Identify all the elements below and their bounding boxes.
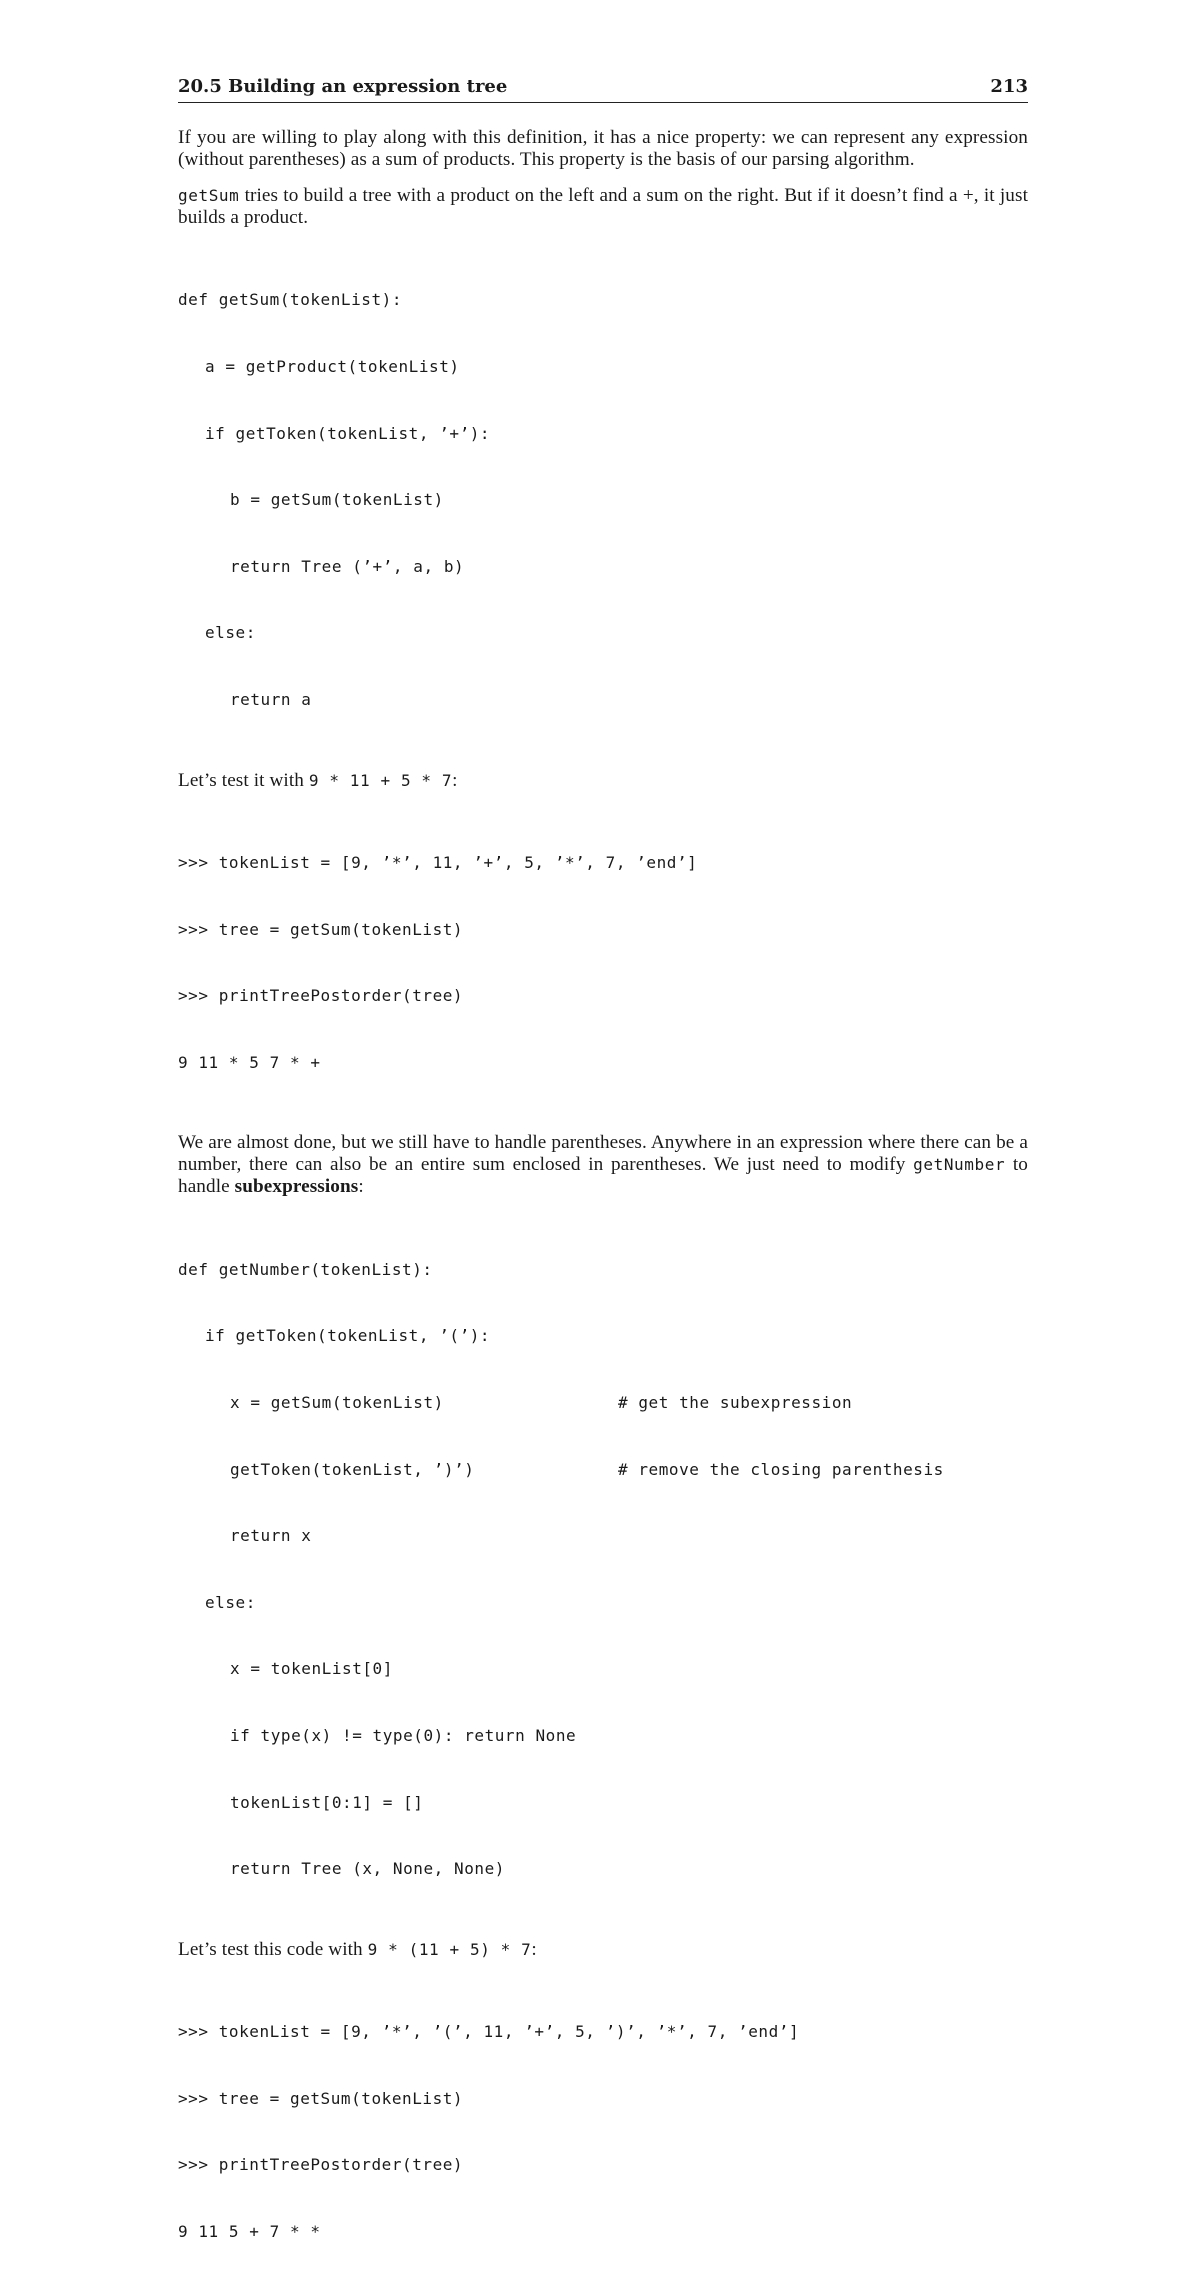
code-line-with-comment — [178, 1459, 1028, 1481]
code-line: tokenList[0:1] = [] — [230, 1792, 424, 1812]
test2-expression: 9 * (11 + 5) * 7 — [367, 1939, 532, 1959]
session-line: >>> tree = getSum(tokenList) — [178, 919, 464, 939]
code-line: a = getProduct(tokenList) — [205, 357, 460, 376]
session-line: >>> tokenList = [9, ’*’, ’(’, 11, ’+’, 5, ’)’, ’*’, 7, ’end’] — [178, 2022, 800, 2042]
session-output: 9 11 * 5 7 * + — [178, 1052, 321, 1072]
getsum-paragraph-text: tries to build a tree with a product on the left and a sum on the right. But if it doesn’t find a +, it just builds a product. — [178, 185, 1028, 228]
getnumber-code-block — [178, 1214, 1028, 1924]
code-line: return Tree (’+’, a, b) — [230, 556, 465, 576]
getsum-code-word: getSum — [178, 186, 240, 205]
code-line: return a — [230, 689, 312, 709]
test2-lead-suffix: : — [531, 1938, 537, 1960]
book-page — [178, 74, 1028, 2287]
code-line: else: — [205, 1592, 256, 1612]
getsum-paragraph — [178, 185, 1028, 229]
subexpressions-term: subexpressions — [234, 1176, 359, 1198]
session-line: >>> printTreePostorder(tree) — [178, 986, 464, 1006]
parentheses-text-after: : — [358, 1176, 364, 1198]
code-text: x = getSum(tokenList) — [230, 1392, 444, 1412]
test2-session — [178, 1977, 1028, 2287]
code-line: def getNumber(tokenList): — [178, 1259, 433, 1279]
code-line-with-comment — [178, 1392, 1028, 1414]
code-line: if getToken(tokenList, ’+’): — [205, 423, 491, 443]
test1-session — [178, 808, 1028, 1119]
code-line: return Tree (x, None, None) — [230, 1859, 505, 1879]
parentheses-paragraph — [178, 1132, 1028, 1198]
session-line: >>> tree = getSum(tokenList) — [178, 2088, 464, 2108]
section-title: 20.5 Building an expression tree — [178, 76, 508, 97]
test2-lead — [178, 1939, 1028, 1961]
page-number: 213 — [990, 76, 1028, 97]
code-comment: # get the subexpression — [618, 1392, 853, 1412]
code-text: getToken(tokenList, ’)’) — [230, 1459, 475, 1479]
getnumber-code-word: getNumber — [913, 1155, 1006, 1175]
code-line: b = getSum(tokenList) — [230, 490, 444, 510]
getsum-code-block — [178, 245, 1028, 756]
test1-lead-suffix: : — [452, 769, 458, 791]
session-output: 9 11 5 + 7 * * — [178, 2221, 321, 2241]
parentheses-text-middle: to handle — [178, 1154, 1028, 1198]
code-comment: # remove the closing parenthesis — [618, 1459, 944, 1479]
intro-paragraph: If you are willing to play along with this definition, it has a nice property: we can represent any expression (without parentheses) as a sum of products. This property is the basis of our parsing algorithm. — [178, 127, 1028, 170]
code-line: if getToken(tokenList, ’(’): — [205, 1326, 491, 1346]
test1-expression: 9 * 11 + 5 * 7 — [308, 770, 453, 790]
code-line: def getSum(tokenList): — [178, 290, 403, 310]
code-line: x = tokenList[0] — [230, 1659, 393, 1679]
test1-lead — [178, 770, 1028, 792]
running-head — [178, 74, 1028, 103]
test2-lead-text: Let’s test this code with — [178, 1938, 368, 1960]
parentheses-text-before: We are almost done, but we still have to handle parentheses. Anywhere in an expression where there can be a number, there can also be an entire sum enclosed in parentheses. We just need to modify — [178, 1132, 1028, 1176]
code-line: if type(x) != type(0): return None — [230, 1725, 577, 1745]
session-line: >>> printTreePostorder(tree) — [178, 2155, 464, 2175]
test1-lead-text: Let’s test it with — [178, 769, 309, 791]
code-line: else: — [205, 623, 256, 643]
session-line: >>> tokenList = [9, ’*’, 11, ’+’, 5, ’*’, 7, ’end’] — [178, 852, 698, 872]
code-line: return x — [230, 1526, 312, 1546]
